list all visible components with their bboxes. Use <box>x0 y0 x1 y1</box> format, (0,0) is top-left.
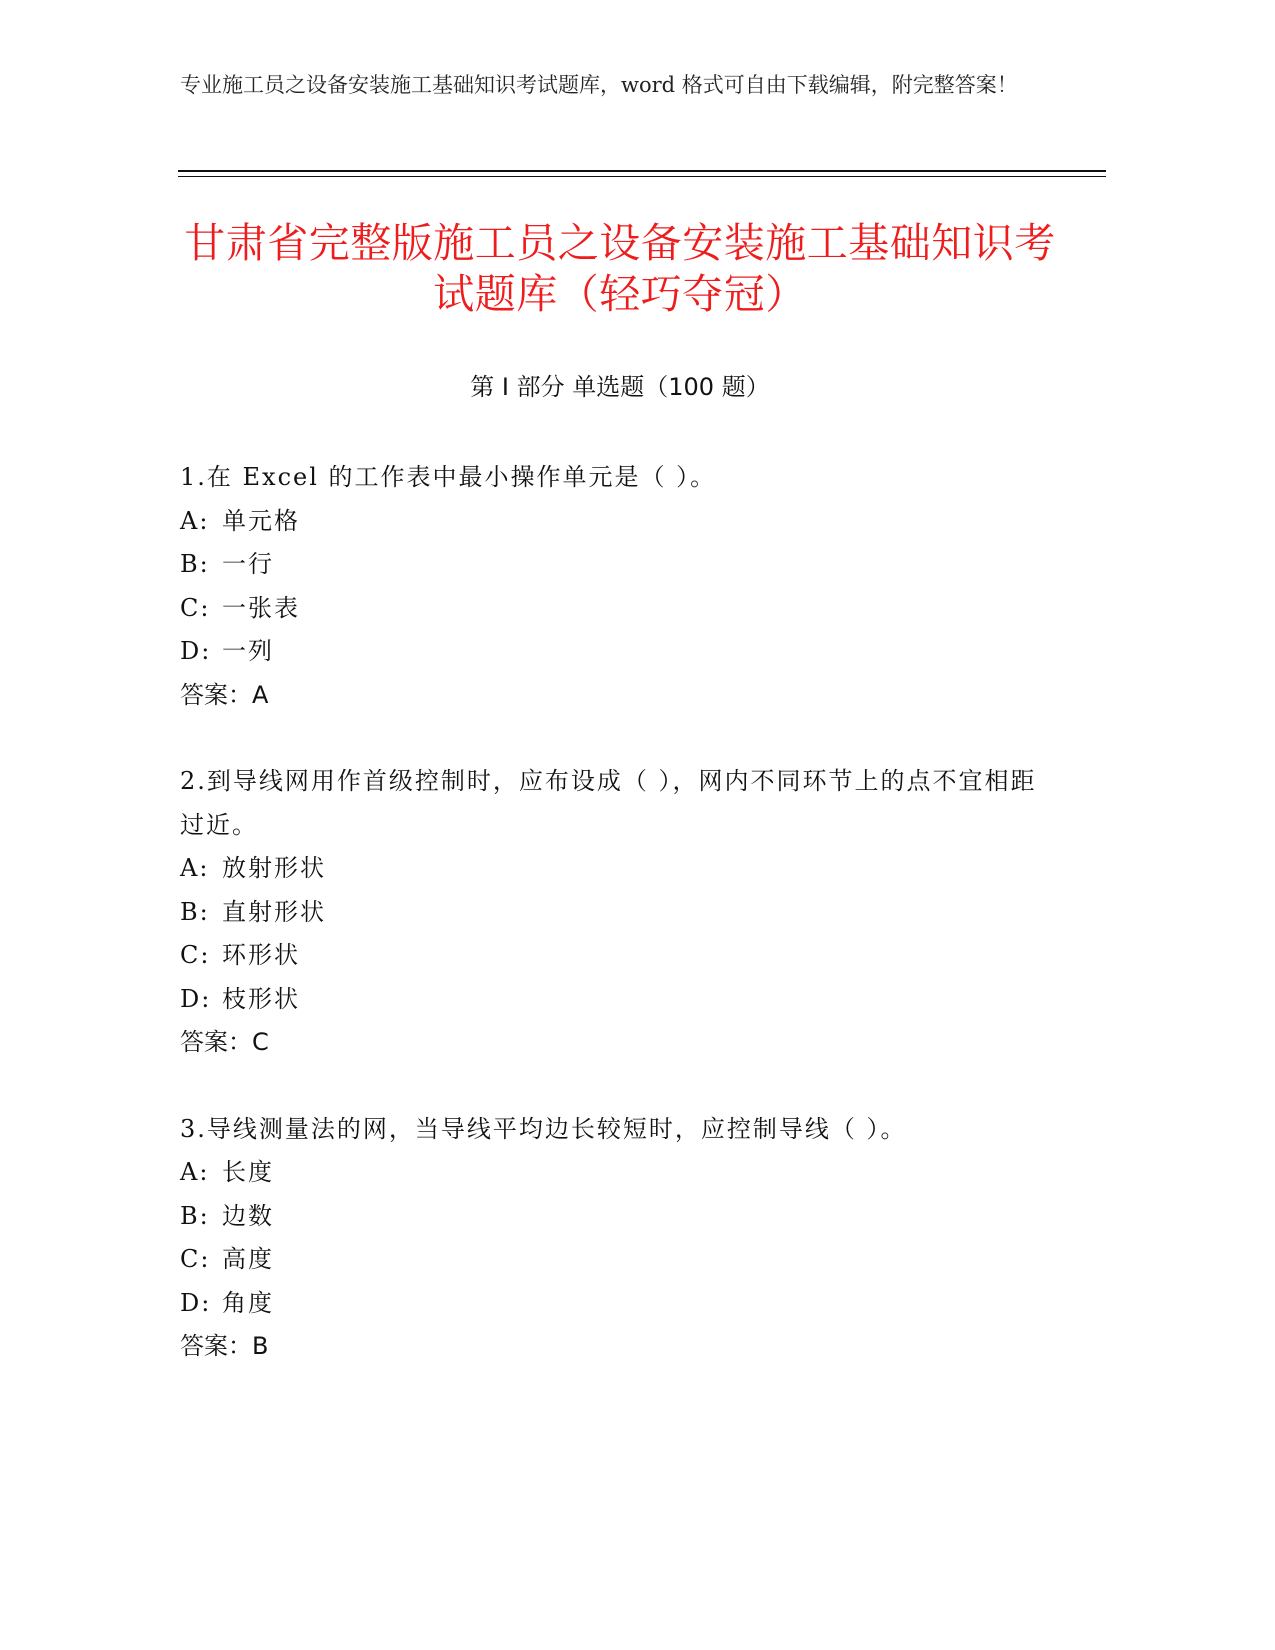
option-text: 放射形状 <box>222 854 326 882</box>
option-a <box>180 1151 1040 1195</box>
option-text: 环形状 <box>222 941 300 969</box>
option-letter: D: <box>180 984 212 1013</box>
document-title: 甘肃省完整版施工员之设备安装施工基础知识考试题库（轻巧夺冠） <box>184 219 1056 318</box>
option-text: 一张表 <box>222 593 300 622</box>
option-letter: C: <box>180 941 211 969</box>
option-text: 边数 <box>222 1201 274 1230</box>
option-text: 一列 <box>222 637 274 665</box>
option-letter: A: <box>180 854 210 882</box>
option-d <box>180 630 1040 674</box>
option-b <box>180 891 1040 935</box>
option-text: 单元格 <box>222 506 300 535</box>
question-item <box>180 1108 1040 1369</box>
option-letter: B: <box>180 897 210 926</box>
answer-line <box>180 1021 1040 1065</box>
question-item <box>180 456 1040 717</box>
answer-value: B <box>252 1332 269 1360</box>
header-divider-thin <box>178 176 1106 177</box>
option-letter: C: <box>180 593 211 622</box>
option-text: 直射形状 <box>222 897 326 926</box>
option-letter: B: <box>180 550 210 578</box>
answer-label: 答案： <box>180 1028 252 1056</box>
question-item <box>180 760 1040 1065</box>
answer-line <box>180 1325 1040 1369</box>
answer-value: C <box>252 1028 269 1056</box>
option-c <box>180 1238 1040 1282</box>
question-list <box>180 456 1040 1412</box>
option-b <box>180 543 1040 587</box>
option-letter: C: <box>180 1245 211 1273</box>
answer-line <box>180 674 1040 718</box>
section-title: 第 I 部分 单选题（100 题） <box>470 373 770 401</box>
header-divider-thick <box>178 170 1106 172</box>
option-a <box>180 500 1040 544</box>
option-text: 一行 <box>222 550 274 578</box>
option-text: 长度 <box>222 1158 274 1186</box>
header-note: 专业施工员之设备安装施工基础知识考试题库，word 格式可自由下载编辑，附完整答案！ <box>180 73 1018 97</box>
answer-label: 答案： <box>180 680 252 709</box>
question-stem: 1.在 Excel 的工作表中最小操作单元是（ ）。 <box>180 463 717 491</box>
option-letter: A: <box>180 506 210 535</box>
option-b <box>180 1195 1040 1239</box>
option-d <box>180 1282 1040 1326</box>
option-letter: B: <box>180 1201 210 1230</box>
option-c <box>180 587 1040 631</box>
question-stem: 2.到导线网用作首级控制时，应布设成（ ），网内不同环节上的点不宜相距过近。 <box>180 767 1037 839</box>
answer-value: A <box>252 680 269 709</box>
question-stem: 3.导线测量法的网，当导线平均边长较短时，应控制导线（ ）。 <box>180 1114 907 1143</box>
option-c <box>180 934 1040 978</box>
answer-label: 答案： <box>180 1332 252 1360</box>
option-text: 枝形状 <box>222 984 300 1013</box>
option-letter: A: <box>180 1158 210 1186</box>
option-a <box>180 847 1040 891</box>
option-text: 角度 <box>222 1288 274 1317</box>
option-letter: D: <box>180 637 212 665</box>
option-d <box>180 978 1040 1022</box>
option-text: 高度 <box>222 1245 274 1273</box>
option-letter: D: <box>180 1288 212 1317</box>
